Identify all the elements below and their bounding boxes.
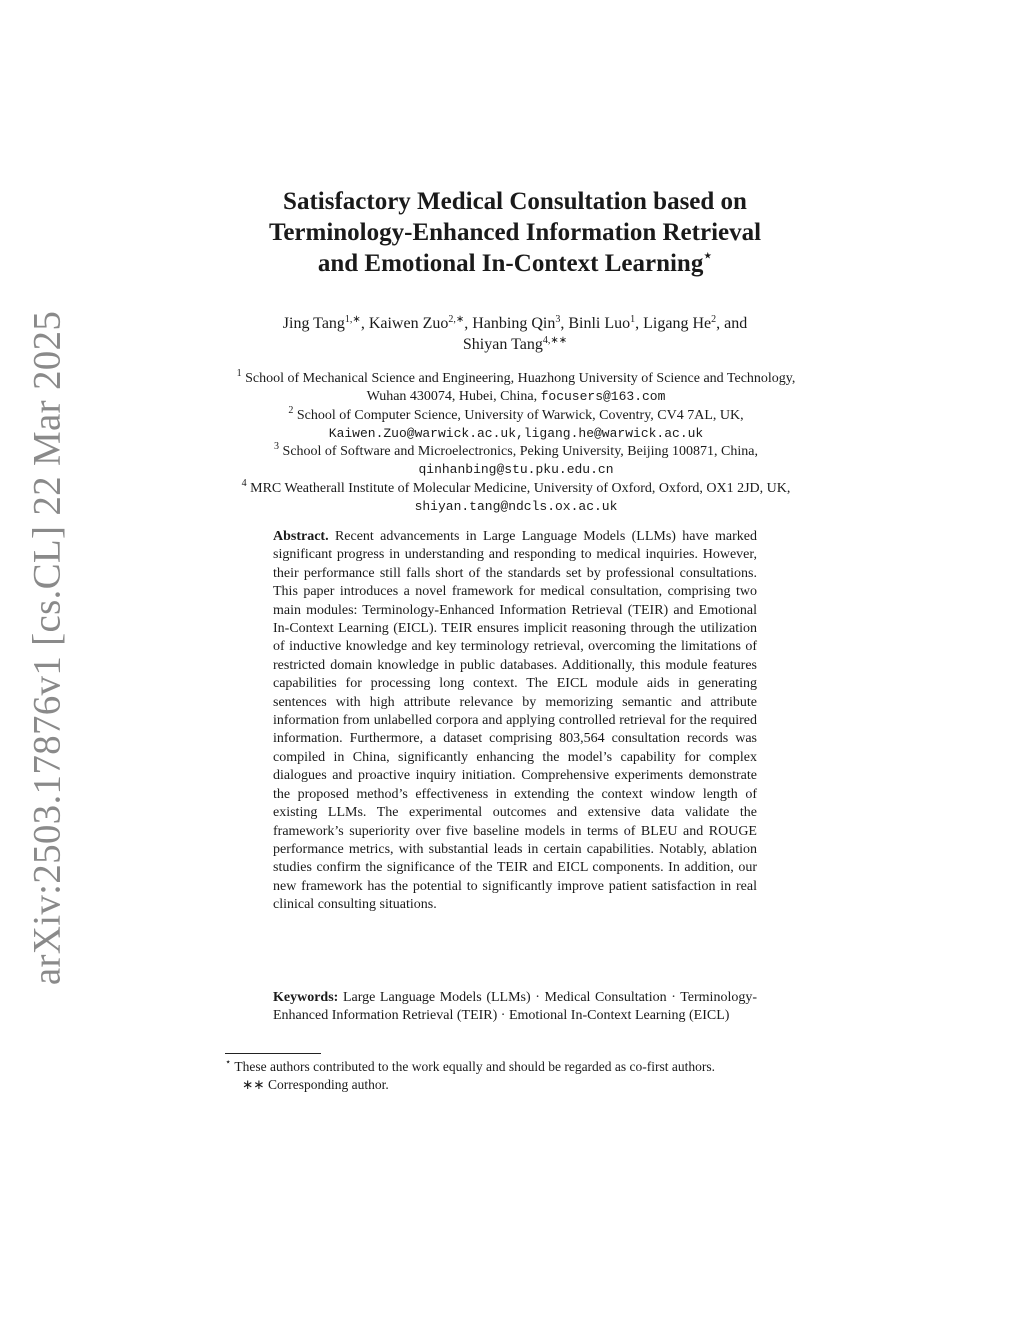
affiliation-text: School of Computer Science, University of Warwick, Coventry, CV4 7AL, UK, (296, 407, 744, 423)
author-affil-mark: 1,∗ (344, 314, 361, 325)
footnote-rule (225, 1053, 321, 1054)
footnote-corresponding: ∗∗ Corresponding author. (242, 1077, 389, 1093)
author-name: Hanbing Qin (472, 315, 556, 332)
abstract (273, 528, 757, 915)
keywords (273, 989, 757, 1026)
author-name: Binli Luo (568, 315, 631, 332)
affiliation-number: 4 (241, 477, 247, 489)
abstract-label: Abstract. (273, 529, 329, 544)
footnote-mark: ⋆ (225, 1057, 232, 1068)
title-line-1: Satisfactory Medical Consultation based on (283, 188, 747, 215)
affiliation-email[interactable]: qinhanbing@stu.pku.edu.cn (418, 462, 614, 478)
author-affil-mark: 2,∗ (448, 314, 465, 325)
arxiv-identifier: arXiv:2503.17876v1 [cs.CL] 22 Mar 2025 (25, 310, 69, 986)
footnote-co-first (225, 1058, 805, 1076)
affiliation-email[interactable]: focusers@163.com (540, 389, 666, 405)
affiliation-text: MRC Weatherall Institute of Molecular Medicine, University of Oxford, Oxford, OX1 2JD, UK, (250, 480, 791, 496)
author-affil-mark: 3 (555, 314, 561, 325)
author-name: Ligang He (643, 315, 712, 332)
paper-title (212, 186, 818, 279)
author-name: Kaiwen Zuo (368, 315, 449, 332)
affiliation-number: 2 (288, 404, 294, 416)
author-affil-mark: 2 (711, 314, 717, 325)
affiliations (218, 370, 814, 516)
author-affil-mark: 4,∗∗ (542, 335, 568, 346)
title-line-2: Terminology-Enhanced Information Retrieval (268, 219, 762, 246)
affiliation-4 (218, 477, 814, 517)
affiliation-number: 1 (236, 368, 242, 379)
title-line-3-text: and Emotional In-Context Learning (317, 250, 704, 277)
affiliation-number: 3 (274, 441, 280, 453)
affiliation-1 (218, 370, 814, 407)
keywords-text: Large Language Models (LLMs) · Medical Consultation · Terminology-Enhanced Information Retrieval (TEIR) · Emotional In-Context Learning (EICL) (273, 990, 757, 1024)
affiliation-3 (218, 443, 814, 480)
footnotes (225, 1058, 805, 1095)
keywords-label: Keywords: (273, 990, 339, 1005)
author-list: Jing Tang$^{1,∗}$, Kaiwen Zuo$^{2,∗}$, Hanbing Qin$^3$, Binli Luo$^1$, Ligang He$^2$, and Shiyan Tang$^{4,∗∗}$ (282, 314, 748, 353)
affiliation-email[interactable]: Kaiwen.Zuo@warwick.ac.uk,ligang.he@warwick.ac.uk (328, 425, 704, 441)
title-footnote-mark: ⋆ (703, 249, 713, 264)
affiliation-email[interactable]: shiyan.tang@ndcls.ox.ac.uk (414, 499, 618, 515)
author-affil-mark: 1 (630, 314, 636, 325)
affiliation-text: School of Software and Microelectronics, Peking University, Beijing 100871, China, (282, 444, 758, 460)
author-name: Shiyan Tang (462, 336, 543, 353)
title-line-3 (212, 248, 818, 279)
abstract-text: Recent advancements in Large Language Models (LLMs) have marked significant progress in understanding and responding to medical inquiries. However, their performance still falls short of the standards set by professional consultations. This paper introduces a novel framework for medical consultation, comprising two main modules: Terminology-Enhanced Information Retrieval (TEIR) and Emotional In-Context Learning (EICL). TEIR ensures implicit reasoning through the utilization of inductive knowledge and key terminology retrieval, overcoming the limitations of restricted domain knowledge in public databases. Additionally, this module features capabilities for processing long context. The EICL module aids in generating sentences with high attribute relevance by memorizing semantic and attribute information from unlabelled corpora and applying controlled retrieval for the required information. Furthermore, a dataset comprising 803,564 consultation records was compiled in China, significantly enhancing the model’s capability for complex dialogues and proactive inquiry initiation. Comprehensive experiments demonstrate the proposed method’s effectiveness in extending the context window length of existing LLMs. The experimental outcomes and extensive data validate the framework’s superiority over five baseline models in terms of BLEU and ROUGE performance metrics, with substantial leads in certain capabilities. Notably, ablation studies confirm the significance of the TEIR and EICL components. In addition, our new framework has the potential to significantly improve patient satisfaction in real clinical consulting situations. (273, 529, 758, 913)
affiliation-text: School of Mechanical Science and Engineering, Huazhong University of Science and Technology, Wuhan 430074, Hubei, China, (245, 371, 796, 405)
affiliation-2 (218, 404, 814, 444)
footnote-text: These authors contributed to the work equally and should be regarded as co-first authors. (234, 1059, 716, 1074)
author-name: Jing Tang (282, 315, 345, 332)
